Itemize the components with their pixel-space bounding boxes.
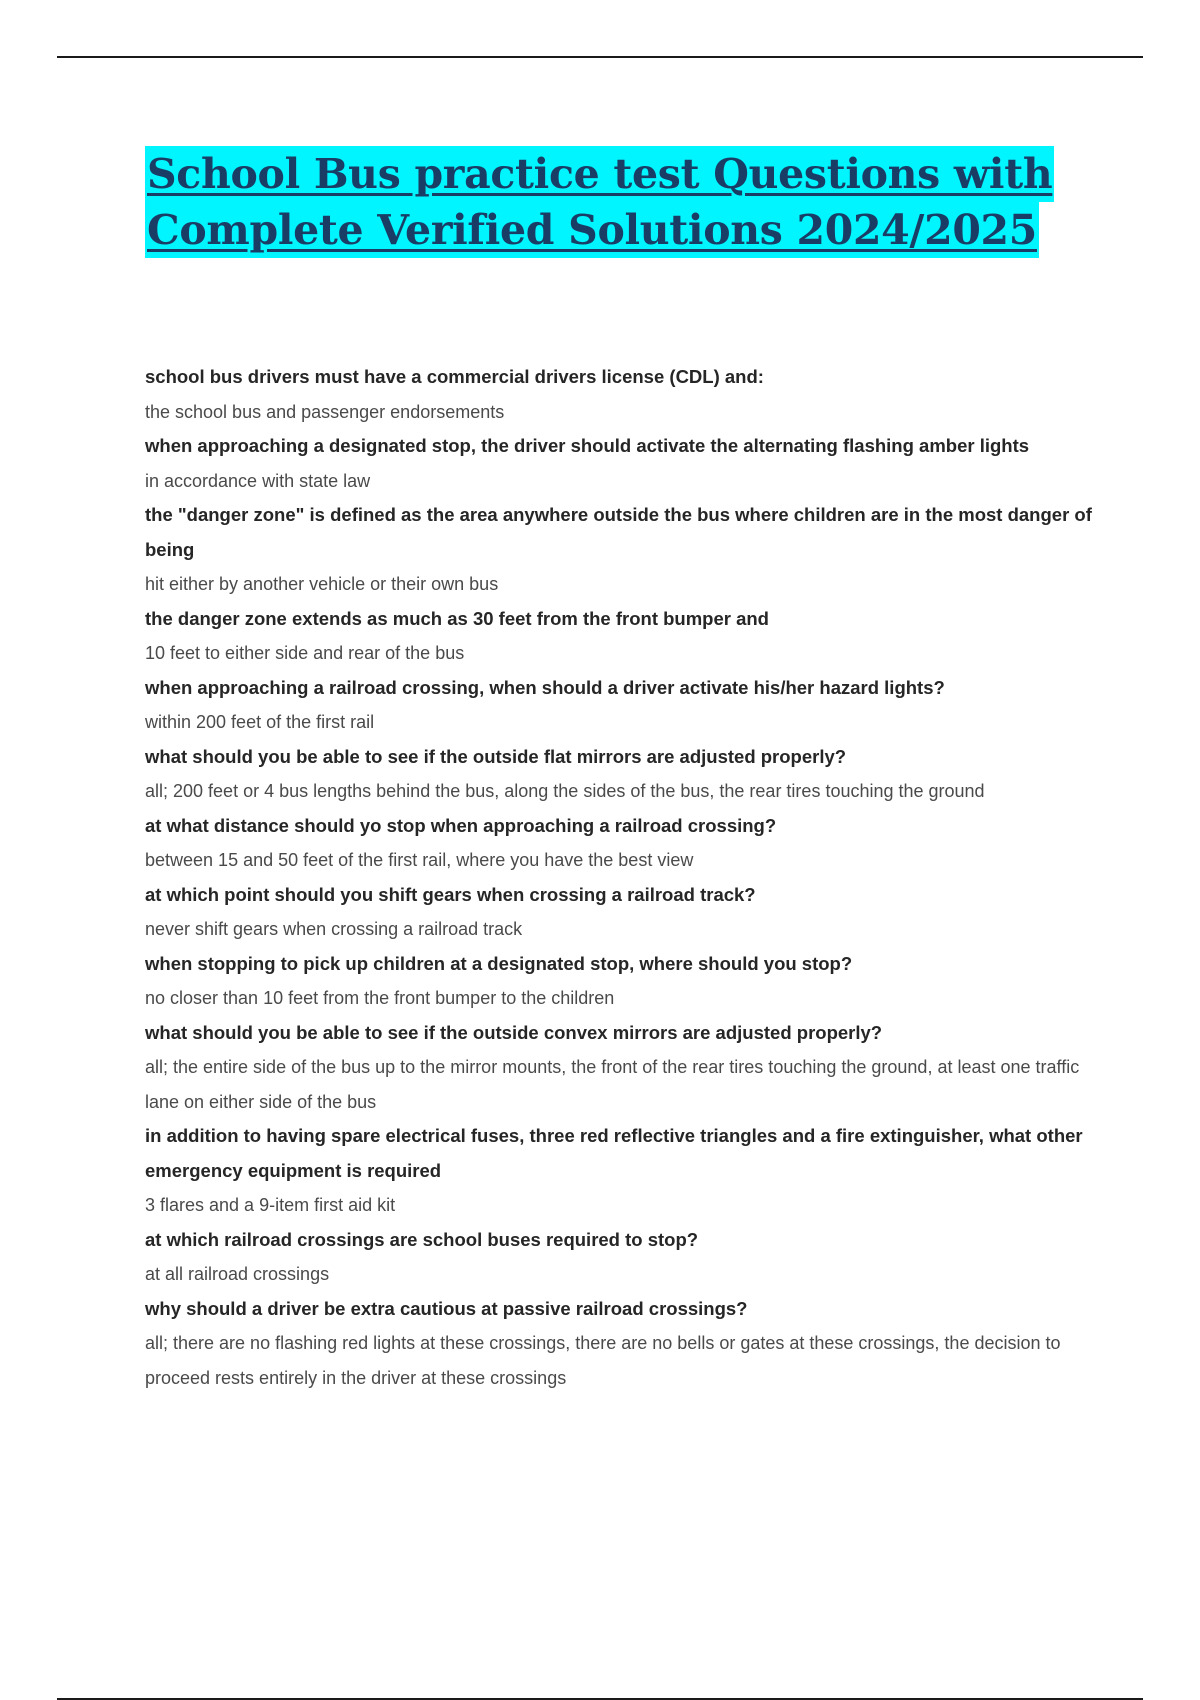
qa-item bbox=[145, 429, 1095, 498]
question-text: when approaching a railroad crossing, when should a driver activate his/her hazard lights? bbox=[145, 676, 945, 698]
answer-text: all; there are no flashing red lights at these crossings, there are no bells or gates at these crossings, the decision to proceed rests entirely in the driver at these crossings bbox=[145, 1333, 1061, 1388]
top-rule bbox=[57, 56, 1143, 58]
answer-text: in accordance with state law bbox=[145, 470, 371, 491]
qa-item bbox=[145, 360, 1095, 429]
question-text: in addition to having spare electrical fuses, three red reflective triangles and a fire extinguisher, what other emergency equipment is required bbox=[145, 1125, 1083, 1181]
qa-item bbox=[145, 1223, 1095, 1292]
qa-list bbox=[145, 360, 1095, 1395]
qa-item bbox=[145, 878, 1095, 947]
qa-item bbox=[145, 1292, 1095, 1396]
qa-item bbox=[145, 602, 1095, 671]
qa-item bbox=[145, 947, 1095, 1016]
question-text: at which point should you shift gears when crossing a railroad track? bbox=[145, 883, 756, 905]
question-text: the danger zone extends as much as 30 feet from the front bumper and bbox=[145, 607, 769, 629]
qa-item bbox=[145, 809, 1095, 878]
qa-item bbox=[145, 740, 1095, 809]
question-text: what should you be able to see if the outside flat mirrors are adjusted properly? bbox=[145, 745, 847, 767]
answer-text: never shift gears when crossing a railroad track bbox=[145, 919, 523, 939]
question-text: at what distance should yo stop when approaching a railroad crossing? bbox=[145, 814, 777, 836]
qa-item bbox=[145, 1119, 1095, 1223]
answer-text: 10 feet to either side and rear of the bus bbox=[145, 643, 465, 663]
qa-item bbox=[145, 498, 1095, 602]
question-text: the "danger zone" is defined as the area anywhere outside the bus where children are in the most danger of being bbox=[145, 504, 1092, 560]
question-text: school bus drivers must have a commercial drivers license (CDL) and: bbox=[145, 366, 764, 387]
answer-text: between 15 and 50 feet of the first rail, where you have the best view bbox=[145, 850, 694, 870]
answer-text: no closer than 10 feet from the front bumper to the children bbox=[145, 988, 615, 1008]
question-text: why should a driver be extra cautious at passive railroad crossings? bbox=[145, 1297, 748, 1319]
answer-text: hit either by another vehicle or their own bus bbox=[145, 574, 499, 594]
title-line-2: Complete Verified Solutions 2024/2025 bbox=[145, 202, 1039, 258]
question-text: when stopping to pick up children at a designated stop, where should you stop? bbox=[145, 952, 853, 974]
question-text: when approaching a designated stop, the driver should activate the alternating flashing amber lights bbox=[145, 435, 1030, 456]
answer-text: the school bus and passenger endorsements bbox=[145, 401, 505, 422]
answer-text: at all railroad crossings bbox=[145, 1264, 330, 1284]
answer-text: all; the entire side of the bus up to the mirror mounts, the front of the rear tires touching the ground, at least one traffic lane on either side of the bus bbox=[145, 1057, 1080, 1112]
qa-item bbox=[145, 1016, 1095, 1120]
question-text: what should you be able to see if the outside convex mirrors are adjusted properly? bbox=[145, 1021, 883, 1043]
answer-text: all; 200 feet or 4 bus lengths behind the bus, along the sides of the bus, the rear tires touching the ground bbox=[145, 781, 985, 801]
qa-item bbox=[145, 671, 1095, 740]
question-text: at which railroad crossings are school buses required to stop? bbox=[145, 1228, 699, 1250]
document-title bbox=[145, 146, 1105, 258]
answer-text: 3 flares and a 9-item first aid kit bbox=[145, 1195, 396, 1215]
answer-text: within 200 feet of the first rail bbox=[145, 712, 375, 732]
title-line-1: School Bus practice test Questions with bbox=[145, 146, 1054, 202]
